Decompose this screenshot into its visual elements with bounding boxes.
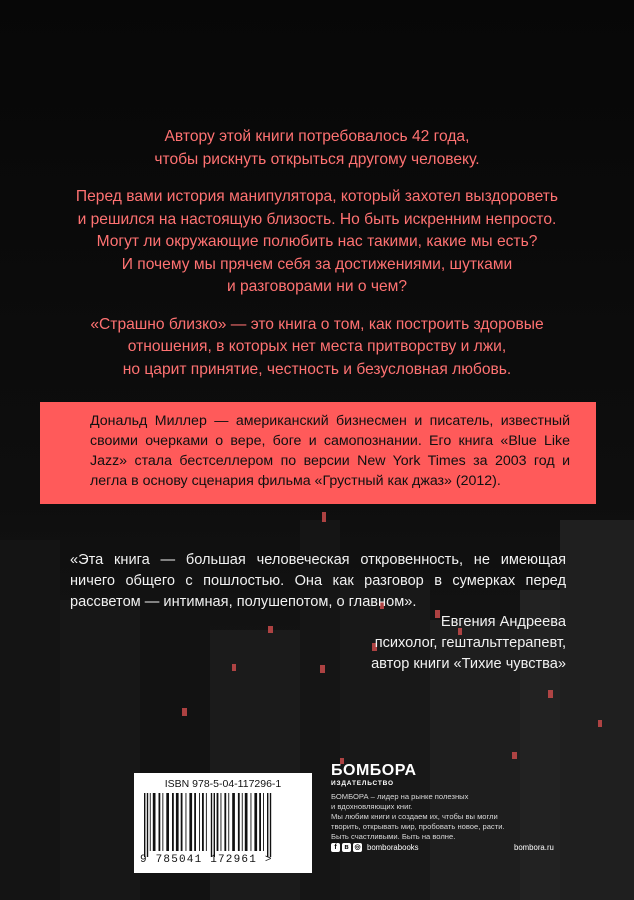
barcode-bar: [217, 793, 219, 851]
intro-paragraph: «Страшно близко» — это книга о том, как построить здоровые отношения, в которых нет места притворству и лжи, но царит принятие, честность и безусловная любовь.: [90, 315, 544, 378]
publisher-about-line: творить, открывать мир, пробовать новое, расти.: [331, 822, 505, 831]
barcode-bar: [259, 793, 261, 851]
intro-paragraph: Автору этой книги потребовалось 42 года, чтобы рискнуть открыться другому человеку.: [154, 128, 480, 168]
barcode-bar: [150, 793, 151, 851]
barcode-bar: [147, 793, 148, 857]
barcode-bar: [228, 793, 229, 851]
review-quote: «Эта книга — большая человеческая откровенность, не имеющая ничего общего с пошлостью. Она как разговор в сумерках перед рассветом — интимная, полушепотом, о главном».: [70, 552, 566, 610]
barcode-bar: [224, 793, 226, 851]
instagram-icon[interactable]: ◎: [354, 843, 361, 851]
intro-text: [60, 126, 574, 396]
quote-attribution: [371, 612, 566, 675]
barcode-bar: [232, 793, 235, 851]
barcode-bar: [162, 793, 163, 851]
author-bio-panel: [40, 402, 596, 504]
vk-icon[interactable]: в: [342, 843, 351, 852]
barcode-bar: [144, 793, 145, 857]
quote-author-book: автор книги «Тихие чувства»: [371, 656, 566, 672]
facebook-icon[interactable]: f: [331, 843, 340, 852]
barcode-bar: [238, 793, 240, 851]
publisher-website[interactable]: bombora.ru: [514, 843, 554, 852]
barcode-bar: [176, 793, 179, 851]
publisher-about-line: БОМБОРА – лидер на рынке полезных: [331, 792, 469, 801]
social-handle[interactable]: bomborabooks: [367, 842, 419, 852]
barcode-bar: [153, 793, 156, 851]
barcode-bar: [245, 793, 248, 851]
barcode-bar: [211, 793, 212, 857]
barcode-bar: [251, 793, 252, 851]
author-bio-text: Дональд Миллер — американский бизнесмен и писатель, известный своими очерками о вере, боге и самопознании. Его книга «Blue Like Jazz» стала бестселлером по версии New York Times за 2003 год и легла в основу сценария фильма «Грустный как джаз» (2012).: [90, 413, 570, 489]
barcode-bar: [159, 793, 161, 851]
barcode: [134, 773, 312, 873]
barcode-bar: [166, 793, 169, 851]
isbn-label: ISBN 978-5-04-117296-1: [164, 778, 282, 790]
barcode-bar: [221, 793, 222, 851]
barcode-bar: [202, 793, 204, 851]
quote-author: Евгения Андреева: [440, 614, 566, 630]
barcode-bar: [270, 793, 271, 857]
barcode-bar: [189, 793, 192, 851]
barcode-bar: [254, 793, 257, 851]
intro-paragraph: Перед вами история манипулятора, который захотел выздороветь и решился на настоящую близость. Но быть искренним непросто. Могут ли окружающие полюбить нас такими, какие мы есть? И почему мы прячем себя за достижениями, шутками и разговорами ни о чем?: [75, 188, 559, 295]
barcode-bar: [186, 793, 187, 851]
publisher-about-line: Быть счастливыми. Быть на волне.: [331, 832, 456, 841]
publisher-about-line: Мы любим книги и создаем их, чтобы вы могли: [331, 812, 498, 821]
barcode-bar: [263, 793, 264, 851]
publisher-logo: БОМБОРА: [331, 762, 417, 779]
barcode-digits: 9 785041 172961 >: [140, 854, 273, 866]
barcode-bar: [214, 793, 215, 857]
barcode-bar: [172, 793, 174, 851]
publisher-logo-subtitle: ИЗДАТЕЛЬСТВО: [331, 780, 394, 787]
barcode-bar: [199, 793, 200, 851]
barcode-bar: [194, 793, 196, 851]
barcode-bar: [181, 793, 183, 851]
barcode-bar: [206, 793, 207, 851]
barcode-bar: [242, 793, 243, 851]
publisher-about-line: и вдохновляющих книг.: [331, 802, 413, 811]
barcode-bar: [267, 793, 268, 857]
quote-author-role: психолог, гештальттерапевт,: [374, 635, 566, 651]
social-links: [331, 841, 419, 853]
publisher-about: [331, 792, 551, 842]
